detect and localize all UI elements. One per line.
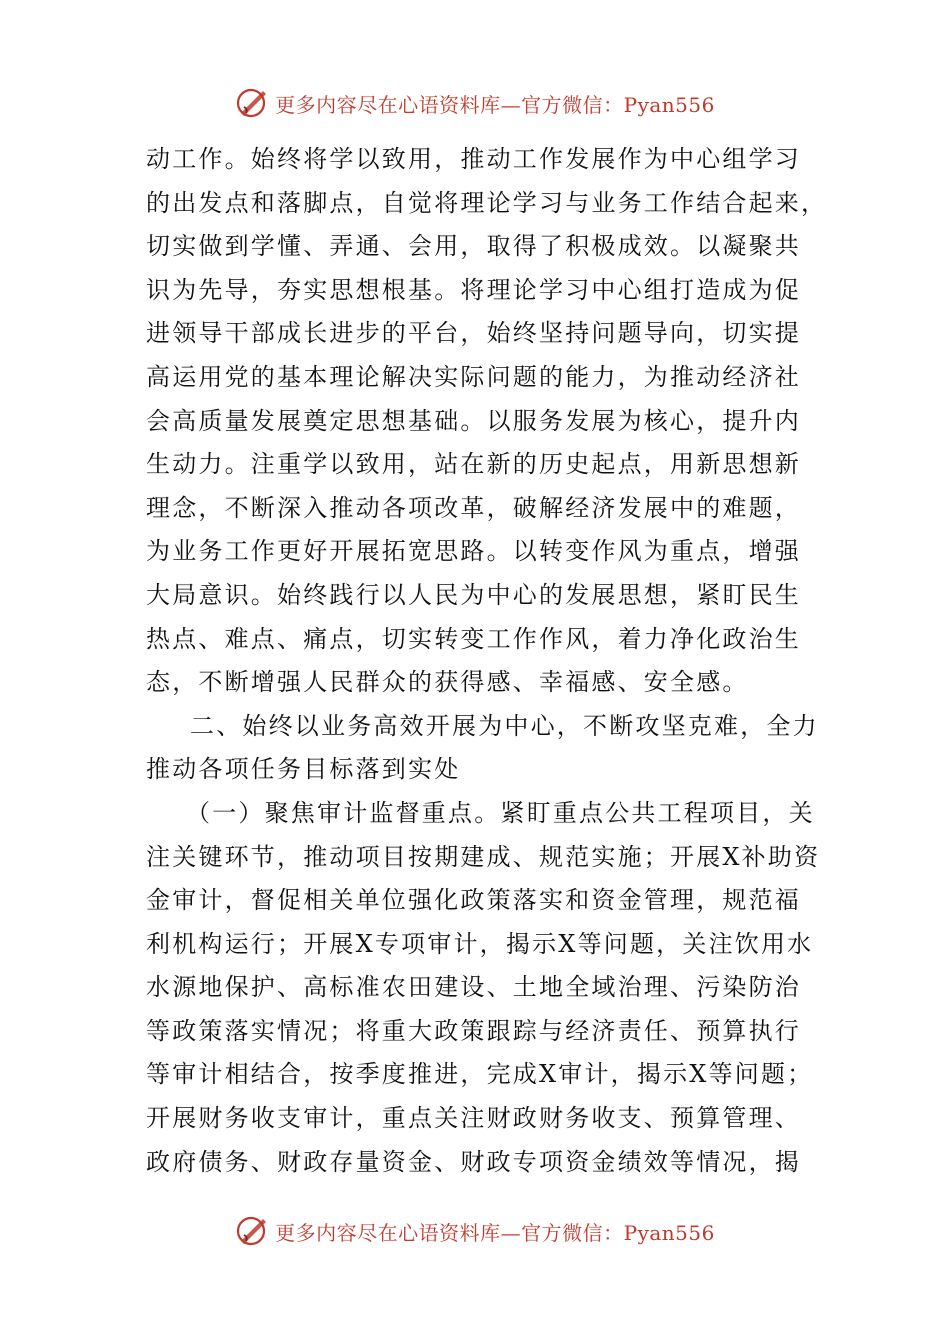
text-line: 政府债务、财政存量资金、财政专项资金绩效等情况，揭 bbox=[146, 1147, 801, 1176]
text-line: 注关键环节，推动项目按期建成、规范实施；开展X补助资 bbox=[146, 842, 821, 871]
text-line: 的出发点和落脚点，自觉将理论学习与业务工作结合起来， bbox=[146, 188, 828, 217]
text-line: 等政策落实情况；将重大政策跟踪与经济责任、预算执行 bbox=[146, 1016, 801, 1045]
text-line: 动工作。始终将学以致用，推动工作发展作为中心组学习 bbox=[146, 145, 801, 173]
text-line: 热点、难点、痛点，切实转变工作作风，着力净化政治生 bbox=[146, 624, 801, 653]
text-line: 利机构运行；开展X专项审计，揭示X等问题，关注饮用水 bbox=[146, 929, 814, 958]
text-line: 为业务工作更好开展拓宽思路。以转变作风为重点，增强 bbox=[146, 537, 801, 566]
banner-text: 更多内容尽在心语资料库—官方微信：Pyan556 bbox=[275, 92, 715, 117]
text-line: 生动力。注重学以致用，站在新的历史起点，用新思想新 bbox=[146, 450, 801, 479]
text-line: 切实做到学懂、弄通、会用，取得了积极成效。以凝聚共 bbox=[146, 232, 801, 261]
text-line: 高运用党的基本理论解决实际问题的能力，为推动经济社 bbox=[146, 362, 801, 391]
header-watermark-banner bbox=[0, 83, 950, 123]
pen-logo-icon bbox=[235, 1213, 271, 1249]
text-line: 进领导干部成长进步的平台，始终坚持问题导向，切实提 bbox=[146, 319, 801, 348]
subsection-line: （一）聚焦审计监督重点。紧盯重点公共工程项目，关 bbox=[186, 798, 815, 827]
banner-text: 更多内容尽在心语资料库—官方微信：Pyan556 bbox=[275, 1220, 715, 1245]
section-heading-line: 二、始终以业务高效开展为中心，不断攻坚克难，全力 bbox=[190, 711, 819, 740]
footer-watermark-banner bbox=[0, 1211, 950, 1251]
text-line: 态，不断增强人民群众的获得感、幸福感、安全感。 bbox=[146, 668, 749, 697]
section-heading-line: 推动各项任务目标落到实处 bbox=[146, 755, 461, 784]
text-line: 金审计，督促相关单位强化政策落实和资金管理，规范福 bbox=[146, 886, 801, 915]
text-line: 开展财务收支审计，重点关注财政财务收支、预算管理、 bbox=[146, 1104, 801, 1133]
text-line: 大局意识。始终践行以人民为中心的发展思想，紧盯民生 bbox=[146, 580, 801, 609]
text-line: 识为先导，夯实思想根基。将理论学习中心组打造成为促 bbox=[146, 275, 801, 304]
text-line: 理念，不断深入推动各项改革，破解经济发展中的难题， bbox=[146, 493, 801, 522]
text-line: 水源地保护、高标准农田建设、土地全域治理、污染防治 bbox=[146, 973, 801, 1002]
text-line: 等审计相结合，按季度推进，完成X审计，揭示X等问题； bbox=[146, 1060, 814, 1089]
text-line: 会高质量发展奠定思想基础。以服务发展为核心，提升内 bbox=[146, 406, 801, 435]
pen-logo-icon bbox=[235, 85, 271, 121]
document-body bbox=[146, 138, 828, 1184]
